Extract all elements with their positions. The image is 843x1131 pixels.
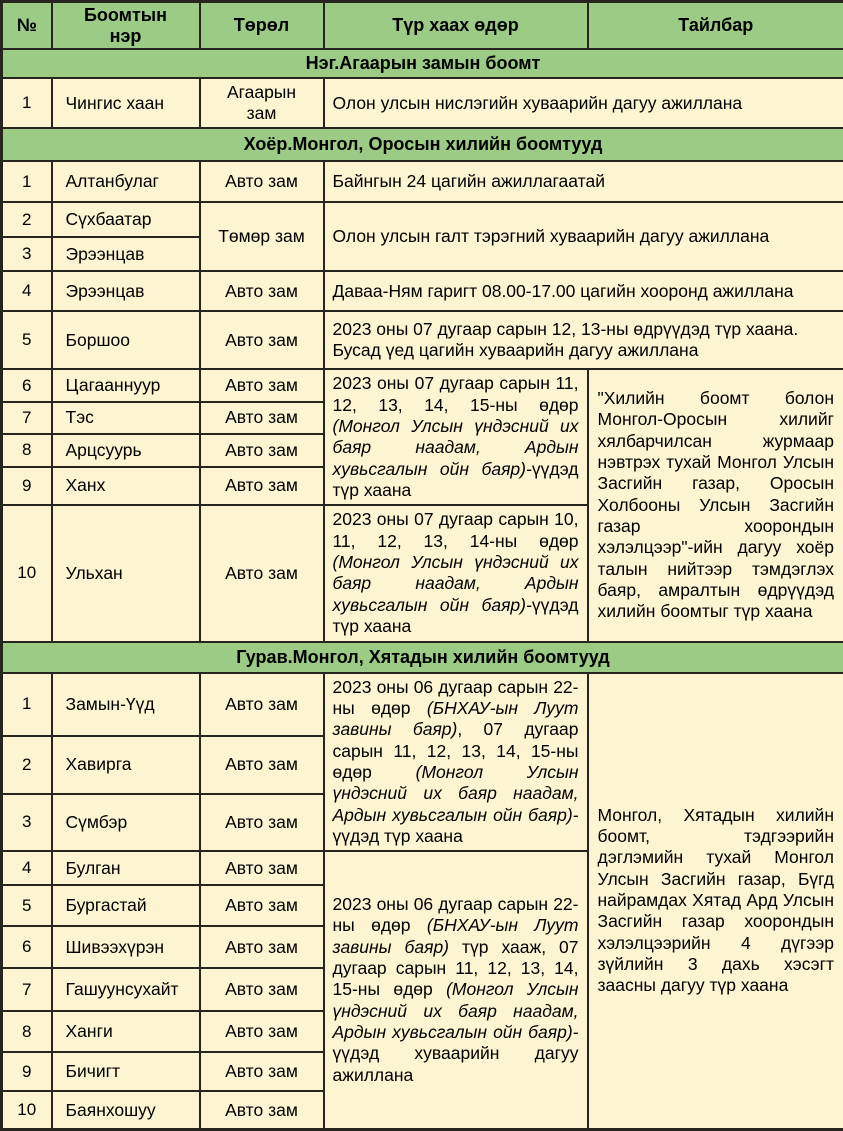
cell-road-type: Авто зам	[200, 926, 324, 968]
section-3-title: Гурав.Монгол, Хятадын хилийн боомтууд	[2, 642, 843, 673]
cell-num: 8	[2, 434, 52, 466]
cell-close-date: Даваа-Ням гаригт 08.00-17.00 цагийн хооронд ажиллана	[324, 271, 843, 311]
cell-num: 2	[2, 202, 52, 237]
cell-road-type: Авто зам	[200, 1091, 324, 1129]
cell-road-type: Авто зам	[200, 271, 324, 311]
cell-road-type: Авто зам	[200, 161, 324, 202]
close-date-text: түр хааж, 07 дугаар сарын 11, 12, 13, 14, 15-ны өдөр	[333, 937, 579, 1000]
cell-note: Монгол, Хятадын хилийн боомт, тэдгээрийн дэглэмийн тухай Монгол Улсын Засгийн газар, Бүгд найрамдах Хятад Ард Улсын Засгийн газар хоорондын хэлэлцээрийн 4 дүгээр зүйлийн 3 дахь хэсэгт заасны дагуу түр хаана	[588, 673, 843, 1130]
close-date-text: үүдэд түр хаана	[333, 459, 579, 500]
cell-border-name: Ханги	[52, 1011, 200, 1052]
cell-num: 6	[2, 926, 52, 968]
cell-num: 3	[2, 794, 52, 852]
cell-border-name: Ханх	[52, 467, 200, 506]
cell-border-name: Хавирга	[52, 736, 200, 794]
col-header-close-date: Түр хаах өдөр	[324, 2, 588, 50]
cell-close-date: 2023 оны 07 дугаар сарын 12, 13-ны өдрүүдэд түр хаана. Бусад үед цагийн хуваарийн дагуу ажиллана	[324, 311, 843, 369]
cell-border-name: Цагааннуур	[52, 369, 200, 401]
holiday-name-italic: (БНХАУ-ын Луут завины баяр)	[333, 915, 579, 956]
cell-road-type: Авто зам	[200, 369, 324, 401]
cell-close-date	[324, 851, 588, 1129]
cell-border-name: Шивээхүрэн	[52, 926, 200, 968]
close-date-text: 2023 оны 06 дугаар сарын 22-ны өдөр	[333, 894, 579, 935]
cell-road-type: Авто зам	[200, 736, 324, 794]
cell-road-type: Авто зам	[200, 467, 324, 506]
cell-num: 7	[2, 968, 52, 1011]
close-date-text: , 07 дугаар сарын 11, 12, 13, 14, 15-ны өдөр	[333, 719, 579, 782]
holiday-name-italic: (Монгол Улсын үндэсний их баяр наадам, Ардын хувьсгалын ойн баяр)-	[333, 979, 579, 1042]
cell-num: 4	[2, 271, 52, 311]
close-date-text: үүдэд түр хаана	[333, 595, 579, 636]
cell-close-date: Олон улсын нислэгийн хуваарийн дагуу ажиллана	[324, 78, 843, 128]
cell-border-name: Ульхан	[52, 505, 200, 641]
cell-num: 8	[2, 1011, 52, 1052]
cell-road-type: Авто зам	[200, 968, 324, 1011]
cell-num: 7	[2, 402, 52, 434]
cell-border-name: Эрээнцав	[52, 237, 200, 271]
cell-num: 4	[2, 851, 52, 885]
cell-num: 5	[2, 311, 52, 369]
holiday-name-italic: (Монгол Улсын үндэсний их баяр наадам, Ардын хувьсгалын ойн баяр)-	[333, 552, 579, 615]
holiday-name-italic: (БНХАУ-ын Луут завины баяр)	[333, 698, 579, 739]
cell-border-name: Булган	[52, 851, 200, 885]
cell-num: 10	[2, 505, 52, 641]
cell-road-type: Авто зам	[200, 1011, 324, 1052]
cell-num: 9	[2, 1052, 52, 1091]
holiday-name-italic: (Монгол Улсын үндэсний их баяр наадам, Ардын хувьсгалын ойн баяр)-	[333, 416, 579, 479]
cell-num: 1	[2, 673, 52, 737]
cell-road-type: Авто зам	[200, 885, 324, 926]
cell-border-name: Эрээнцав	[52, 271, 200, 311]
cell-border-name: Боршоо	[52, 311, 200, 369]
close-date-text: үүдэд хуваарийн дагуу ажиллана	[333, 1043, 579, 1084]
section-2-title: Хоёр.Монгол, Оросын хилийн боомтууд	[2, 128, 843, 161]
cell-close-date	[324, 505, 588, 641]
cell-border-name: Тэс	[52, 402, 200, 434]
cell-num: 2	[2, 736, 52, 794]
cell-num: 6	[2, 369, 52, 401]
holiday-name-italic: (Монгол Улсын үндэсний их баяр наадам, Ардын хувьсгалын ойн баяр)-	[333, 762, 579, 825]
col-header-note: Тайлбар	[588, 2, 843, 50]
cell-road-type	[200, 78, 324, 128]
cell-road-type: Авто зам	[200, 794, 324, 852]
cell-close-date	[324, 673, 588, 852]
close-date-text: 2023 оны 07 дугаар сарын 11, 12, 13, 14, 15-ны өдөр	[333, 373, 579, 414]
close-date-text: үүдэд түр хаана	[333, 826, 463, 846]
cell-border-name: Замын-Үүд	[52, 673, 200, 737]
cell-num: 9	[2, 467, 52, 506]
cell-border-name: Бургастай	[52, 885, 200, 926]
col-header-num: №	[2, 2, 52, 50]
cell-border-name: Чингис хаан	[52, 78, 200, 128]
cell-road-type: Авто зам	[200, 1052, 324, 1091]
cell-road-type: Авто зам	[200, 851, 324, 885]
cell-num: 1	[2, 78, 52, 128]
close-date-text: 2023 оны 06 дугаар сарын 22-ны өдөр	[333, 677, 579, 718]
cell-road-type: Авто зам	[200, 434, 324, 466]
cell-border-name: Гашуунсухайт	[52, 968, 200, 1011]
col-header-name	[52, 2, 200, 50]
cell-num: 3	[2, 237, 52, 271]
cell-num: 1	[2, 161, 52, 202]
cell-border-name: Арцсуурь	[52, 434, 200, 466]
cell-border-name: Баянхошуу	[52, 1091, 200, 1129]
cell-close-date	[324, 369, 588, 505]
cell-border-name: Алтанбулаг	[52, 161, 200, 202]
cell-road-type: Авто зам	[200, 402, 324, 434]
cell-road-type: Авто зам	[200, 505, 324, 641]
cell-close-date: Байнгын 24 цагийн ажиллагаатай	[324, 161, 843, 202]
cell-road-type: Авто зам	[200, 311, 324, 369]
close-date-text: 2023 оны 07 дугаар сарын 10, 11, 12, 13, 14-ны өдөр	[333, 509, 579, 550]
cell-border-name: Сүхбаатар	[52, 202, 200, 237]
section-1-title: Нэг.Агаарын замын боомт	[2, 49, 843, 78]
road-type-label: Агаарын зам	[219, 82, 305, 124]
cell-close-date: Олон улсын галт тэрэгний хуваарийн дагуу ажиллана	[324, 202, 843, 271]
cell-border-name: Бичигт	[52, 1052, 200, 1091]
col-header-type: Төрөл	[200, 2, 324, 50]
cell-border-name: Сүмбэр	[52, 794, 200, 852]
col-header-name-label: Боомтын нэр	[74, 5, 178, 46]
cell-num: 10	[2, 1091, 52, 1129]
cell-note: "Хилийн боомт болон Монгол-Оросын хилийг хялбарчилсан журмаар нэвтрэх тухай Монгол Улсын Засгийн газар, Оросын Холбооны Улсын Засгийн газар хоорондын хэлэлцээр"-ийн дагуу хоёр талын нийтээр тэмдэглэх баяр, амралтын өдрүүдэд хилийн боомтыг түр хаана	[588, 369, 843, 641]
cell-road-type: Төмөр зам	[200, 202, 324, 271]
cell-num: 5	[2, 885, 52, 926]
cell-road-type: Авто зам	[200, 673, 324, 737]
